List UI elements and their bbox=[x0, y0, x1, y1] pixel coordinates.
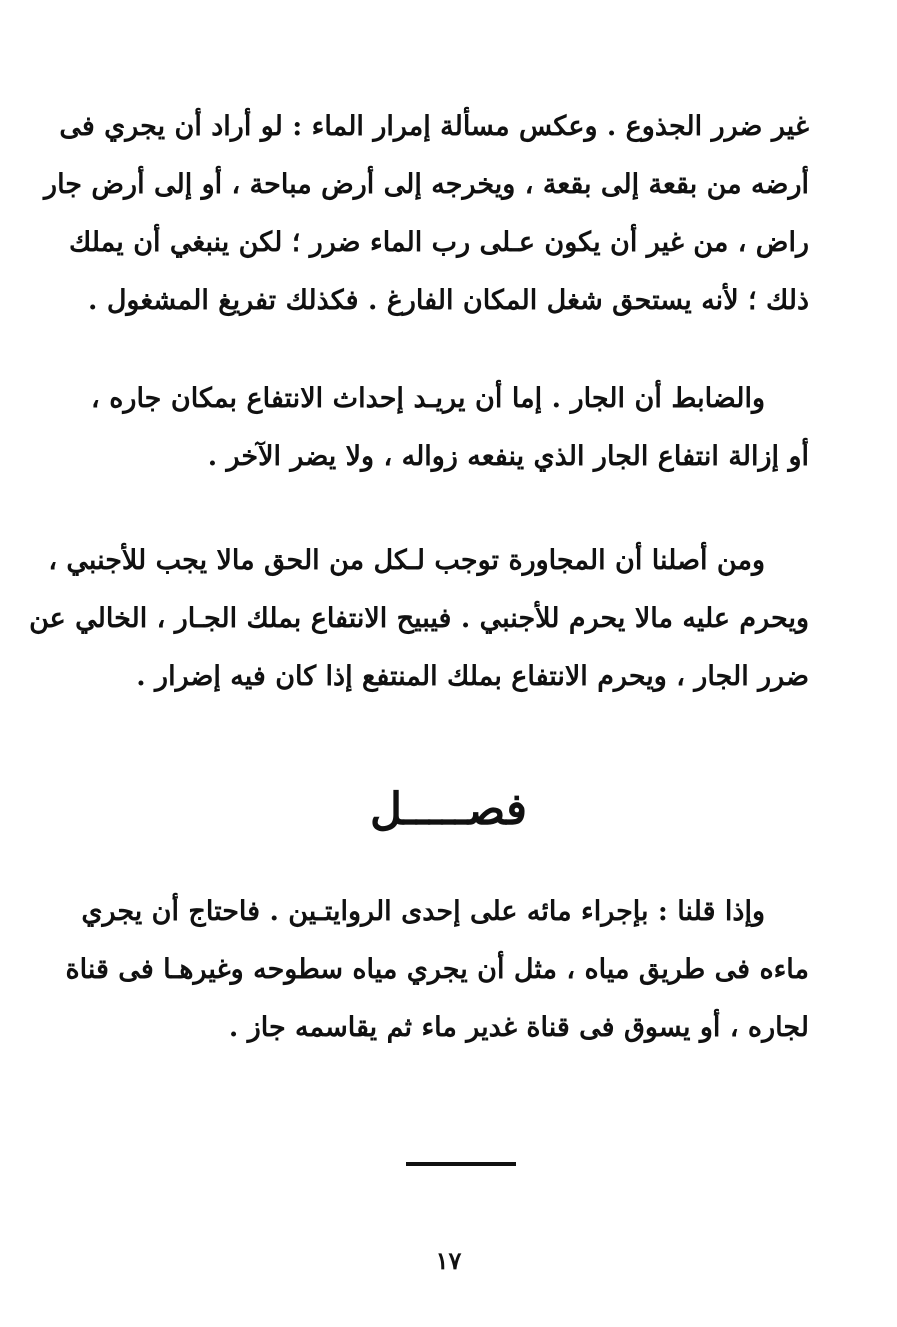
page-number: ١٧ bbox=[435, 1246, 462, 1275]
paragraph-4 bbox=[65, 883, 809, 1057]
paragraph-line: والضابط أن الجار . إما أن يريـد إحداث الانتفاع بمكان جاره ، bbox=[91, 383, 765, 414]
paragraph-line: راض ، من غير أن يكون عـلى رب الماء ضرر ؛ لكن ينبغي أن يملك bbox=[68, 227, 809, 258]
paragraph-line: ماءه فى طريق مياه ، مثل أن يجري مياه سطوحه وغيرهـا فى قناة bbox=[65, 954, 809, 985]
paragraph-line: أو إزالة انتفاع الجار الذي ينفعه زواله ، ولا يضر الآخر . bbox=[207, 441, 809, 472]
paragraph-line: ومن أصلنا أن المجاورة توجب لـكل من الحق مالا يجب للأجنبي ، bbox=[48, 545, 765, 576]
paragraph-line: ضرر الجار ، ويحرم الانتفاع بملك المنتفع إذا كان فيه إضرار . bbox=[136, 661, 809, 692]
paragraph-line: أرضه من بقعة إلى بقعة ، ويخرجه إلى أرض مباحة ، أو إلى أرض جار bbox=[44, 169, 809, 200]
paragraph-3 bbox=[29, 532, 809, 706]
paragraph-line: ويحرم عليه مالا يحرم للأجنبي . فيبيح الانتفاع بملك الجـار ، الخالي عن bbox=[29, 603, 809, 634]
footer-rule bbox=[406, 1162, 516, 1166]
paragraph-line: لجاره ، أو يسوق فى قناة غدير ماء ثم يقاسمه جاز . bbox=[228, 1012, 809, 1043]
paragraph-line: وإذا قلنا : بإجراء مائه على إحدى الروايتـين . فاحتاج أن يجري bbox=[81, 896, 765, 927]
paragraph-line: غير ضرر الجذوع . وعكس مسألة إمرار الماء : لو أراد أن يجري فى bbox=[59, 111, 809, 142]
section-heading: فصـــــل bbox=[370, 784, 527, 835]
paragraph-2 bbox=[91, 370, 809, 486]
paragraph-line: ذلك ؛ لأنه يستحق شغل المكان الفارغ . فكذلك تفريغ المشغول . bbox=[88, 285, 809, 316]
paragraph-1 bbox=[44, 98, 809, 330]
